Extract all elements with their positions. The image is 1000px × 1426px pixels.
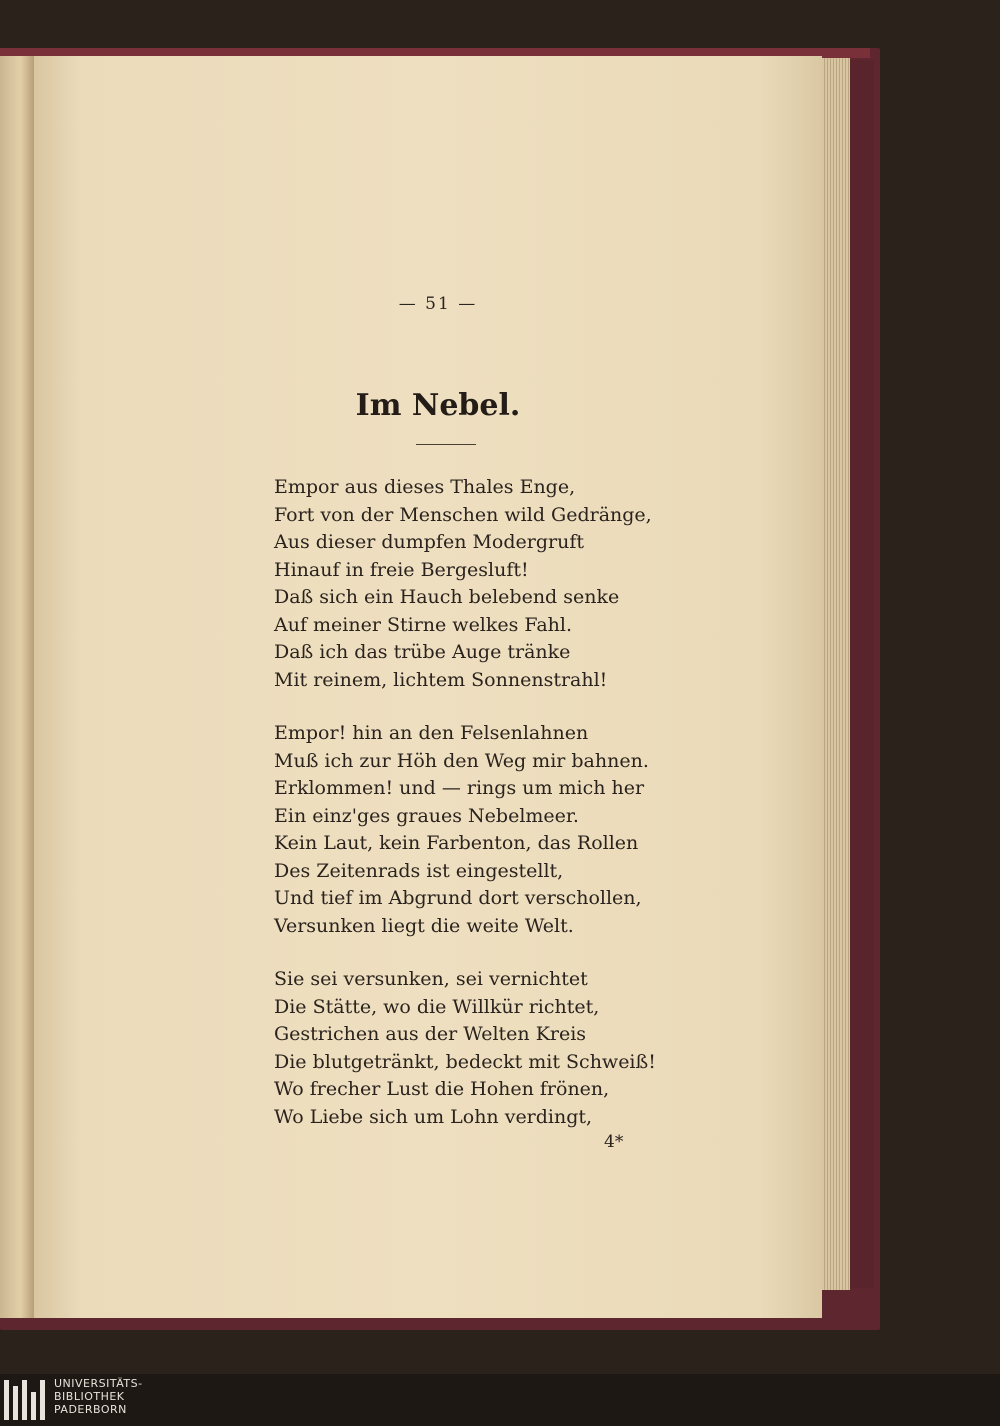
stanza-1 (274, 474, 654, 694)
logo-line: BIBLIOTHEK (54, 1390, 125, 1403)
book-page (34, 56, 822, 1318)
logo-line: UNIVERSITÄTS- (54, 1377, 143, 1390)
stanza-3 (274, 966, 654, 1131)
verse-line: Die Stätte, wo die Willkür richtet, (274, 995, 600, 1018)
verse-line: Muß ich zur Höh den Weg mir bahnen. (274, 749, 649, 772)
verse-line: Gestrichen aus der Welten Kreis (274, 1023, 587, 1045)
verse-line: Empor aus dieses Thales Enge, (274, 476, 576, 498)
library-logo-text (54, 1377, 143, 1416)
verse-line: Empor! hin an den Felsenlahnen (274, 722, 589, 744)
verse-line: Auf meiner Stirne welkes Fahl. (274, 613, 573, 636)
verse-line: Hinauf in freie Bergesluft! (274, 558, 529, 581)
page-number: — 51 — (398, 294, 478, 314)
facing-page-edge (0, 56, 34, 1318)
verse-line: Daß sich ein Hauch belebend senke (274, 586, 620, 608)
stanza-2 (274, 720, 654, 940)
verse-line: Die blutgetränkt, bedeckt mit Schweiß! (274, 1050, 656, 1073)
verse-line: Fort von der Menschen wild Gedränge, (274, 503, 652, 526)
verse-line: Des Zeitenrads ist eingestellt, (274, 859, 564, 882)
verse-line: Mit reinem, lichtem Sonnenstrahl! (274, 668, 608, 691)
cover-spine-edge (850, 60, 874, 1288)
verse-line: Kein Laut, kein Farbenton, das Rollen (274, 832, 639, 854)
logo-line: PADERBORN (54, 1403, 127, 1416)
verse-line: Erklommen! und — rings um mich her (274, 777, 645, 799)
verse-line: Aus dieser dumpfen Modergruft (274, 531, 585, 553)
verse-line: Wo Liebe sich um Lohn verdingt, (274, 1105, 593, 1128)
verse-line: Versunken liegt die weite Welt. (274, 914, 574, 937)
verse-line: Sie sei versunken, sei vernichtet (274, 968, 588, 990)
poem-title: Im Nebel. (355, 388, 521, 423)
title-divider (416, 444, 476, 445)
signature-mark: 4* (604, 1132, 624, 1152)
verse-line: Wo frecher Lust die Hohen frönen, (274, 1078, 610, 1100)
footer-bar (0, 1374, 1000, 1426)
library-logo-icon (4, 1380, 46, 1420)
verse-line: Ein einz'ges graues Nebelmeer. (274, 804, 579, 827)
page-stack-edge (822, 58, 850, 1290)
verse-line: Daß ich das trübe Auge tränke (274, 641, 571, 663)
verse-line: Und tief im Abgrund dort verschollen, (274, 887, 642, 909)
